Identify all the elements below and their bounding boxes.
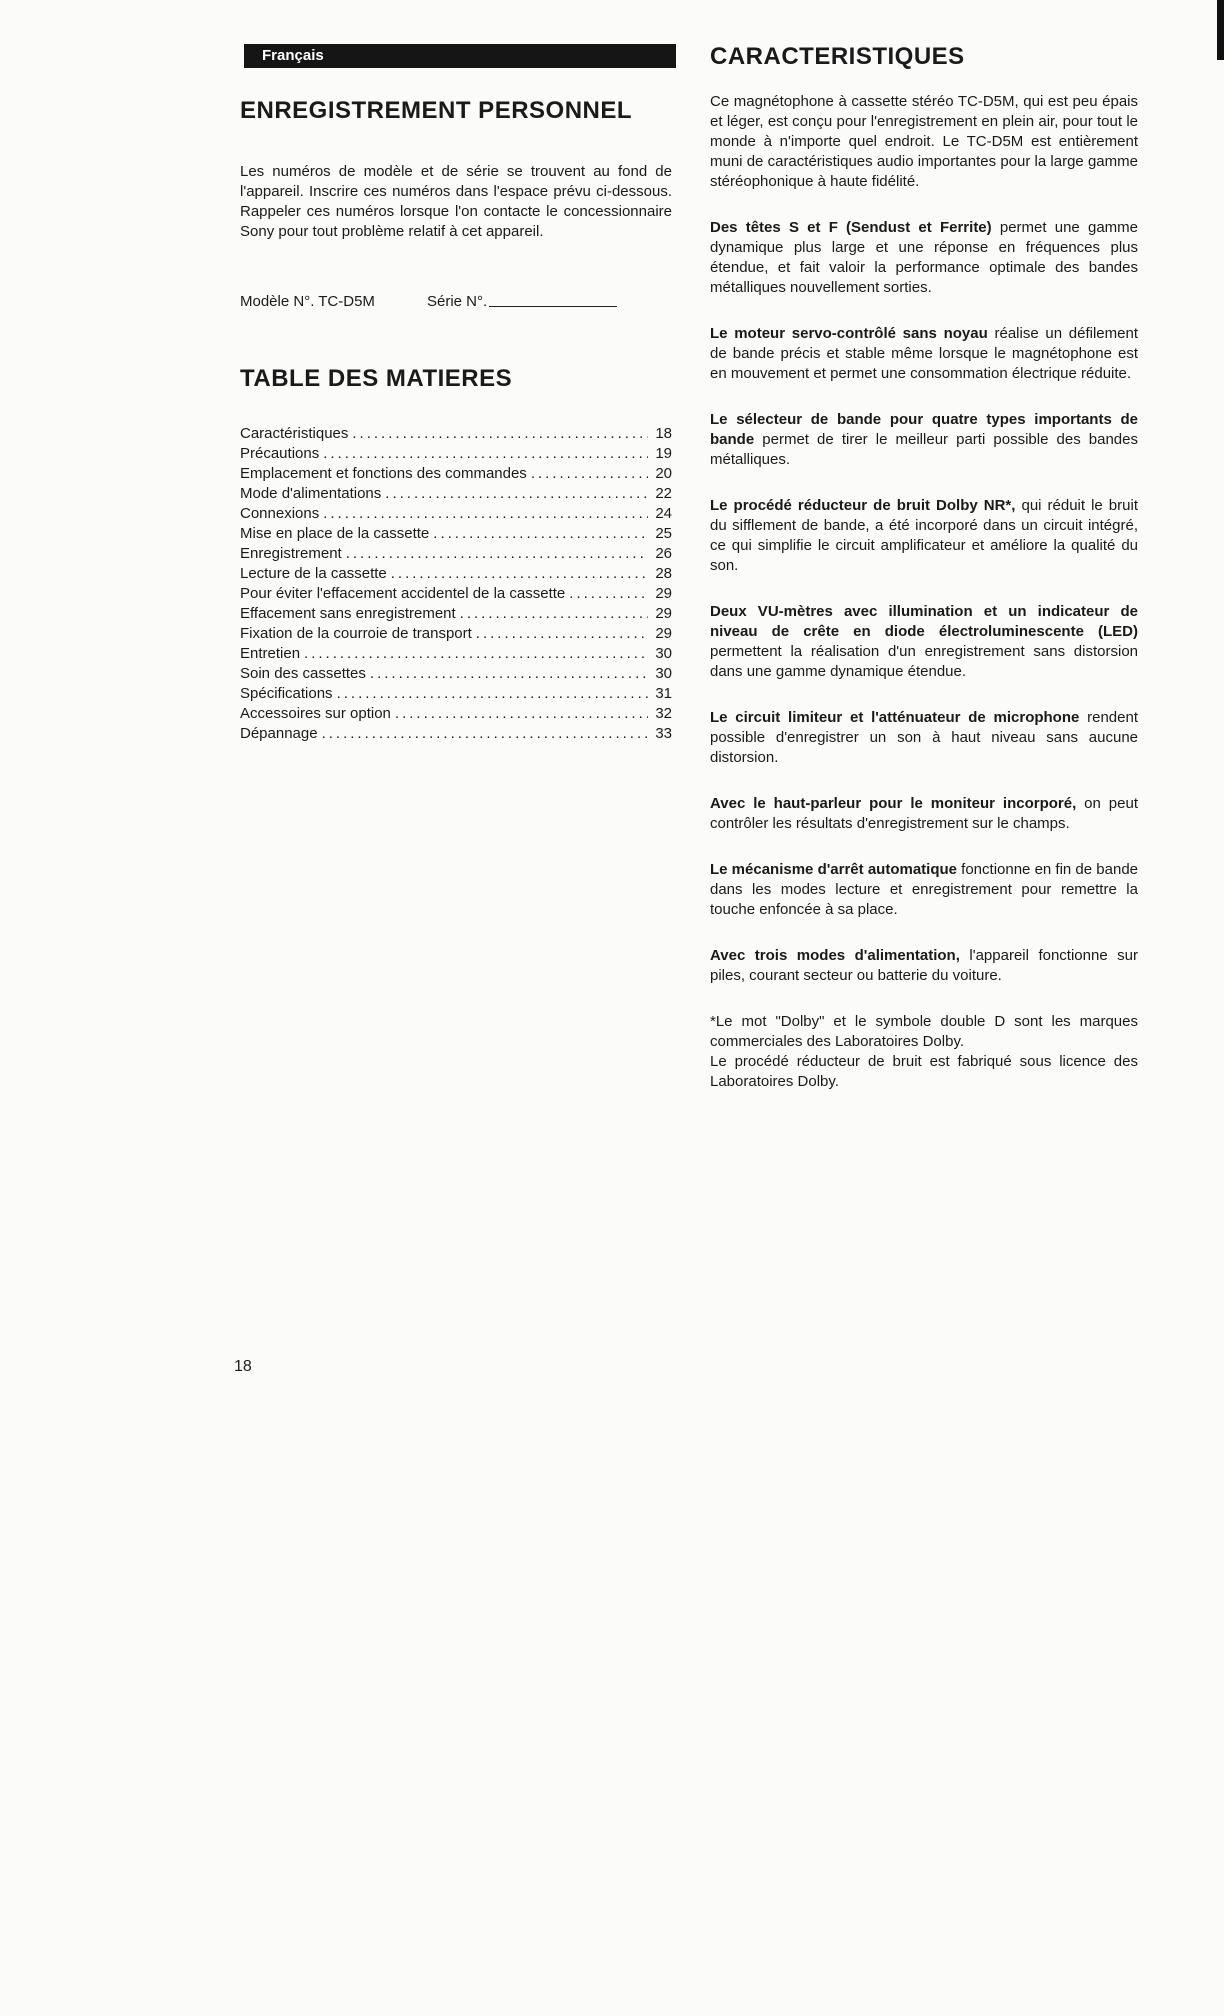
toc-leader-dots	[370, 664, 648, 684]
toc-leader-dots	[531, 464, 648, 484]
toc-item	[240, 484, 672, 504]
toc-leader-dots	[391, 564, 648, 584]
toc-leader-dots	[322, 724, 648, 744]
toc-item-page: 19	[655, 445, 672, 462]
toc-item-title: Mode d'alimentations	[240, 485, 382, 502]
features-title: CARACTERISTIQUES	[710, 43, 965, 70]
toc-leader-dots	[395, 704, 648, 724]
personal-record-text: Les numéros de modèle et de série se trouvent au fond de l'appareil. Inscrire ces numéros dans l'espace prévu ci-dessous. Rappeler ces numéros lorsque l'on contacte le concessionnaire Sony pour tout problème relatif à cet appareil.	[240, 163, 672, 240]
toc-item	[240, 524, 672, 544]
toc-item-title: Enregistrement	[240, 545, 342, 562]
toc-item-page: 31	[655, 685, 672, 702]
feature-paragraph	[710, 324, 1138, 384]
toc-leader-dots	[352, 424, 648, 444]
toc-item-title: Emplacement et fonctions des commandes	[240, 465, 527, 482]
toc-item	[240, 564, 672, 584]
toc-item-page: 25	[655, 525, 672, 542]
toc-item-title: Fixation de la courroie de transport	[240, 625, 472, 642]
feature-name: Le mécanisme d'arrêt automatique	[710, 861, 957, 878]
toc-item	[240, 664, 672, 684]
feature-description: permettent la réalisation d'un enregistrement sans distorsion dans une gamme dynamique étendue.	[710, 643, 1138, 680]
feature-paragraph	[710, 860, 1138, 920]
toc-leader-dots	[323, 444, 648, 464]
toc-item-title: Précautions	[240, 445, 320, 462]
language-tab: Français	[244, 44, 676, 68]
toc-item-page: 28	[655, 565, 672, 582]
feature-name: Le procédé réducteur de bruit Dolby NR*,	[710, 497, 1016, 514]
personal-record-title: ENREGISTREMENT PERSONNEL	[240, 97, 633, 124]
toc-item-page: 26	[655, 545, 672, 562]
toc-item-title: Effacement sans enregistrement	[240, 605, 456, 622]
toc-item	[240, 544, 672, 564]
toc-item	[240, 424, 672, 444]
page-number: 18	[234, 1358, 252, 1375]
feature-name: Le sélecteur de bande pour quatre types importants de bande	[710, 411, 1138, 448]
toc-item-page: 32	[655, 705, 672, 722]
feature-name: Avec le haut-parleur pour le moniteur incorporé,	[710, 795, 1077, 812]
feature-paragraph	[710, 218, 1138, 298]
toc-leader-dots	[476, 624, 648, 644]
toc-item	[240, 464, 672, 484]
toc-item-title: Spécifications	[240, 685, 333, 702]
toc-item-page: 18	[655, 425, 672, 442]
toc-item-page: 29	[655, 605, 672, 622]
toc-leader-dots	[337, 684, 648, 704]
footnote-dolby-license: Le procédé réducteur de bruit est fabriqué sous licence des Laboratoires Dolby.	[710, 1053, 1138, 1090]
toc-item-title: Lecture de la cassette	[240, 565, 387, 582]
scan-edge-mark	[1217, 0, 1224, 60]
feature-paragraph	[710, 708, 1138, 768]
toc-item-page: 22	[655, 485, 672, 502]
feature-name: Des têtes S et F (Sendust et Ferrite)	[710, 219, 992, 236]
feature-description: fonctionne en fin de bande dans les modes lecture et enregistrement pour remettre la touche enfoncée à sa place.	[710, 861, 1139, 918]
toc-item-title: Connexions	[240, 505, 320, 522]
features-intro: Ce magnétophone à cassette stéréo TC-D5M, qui est peu épais et léger, est conçu pour l'enregistrement en plein air, pour tout le monde à n'importe quel endroit. Le TC-D5M est entièrement muni de caractéristiques audio importantes pour la large gamme stéréophonique à haute fidélité.	[710, 93, 1138, 190]
feature-description: qui réduit le bruit du sifflement de bande, a été incorporé dans un circuit intégré, ce qui simplifie le circuit amplificateur et améliore la qualité du son.	[710, 497, 1138, 574]
feature-description: réalise un défilement de bande précis et stable même lorsque le magnétophone est en mouvement et permet une consommation électrique réduite.	[710, 325, 1138, 382]
feature-paragraph	[710, 602, 1138, 682]
toc-item-title: Soin des cassettes	[240, 665, 366, 682]
feature-description: permet de tirer le meilleur parti possible des bandes métalliques.	[710, 431, 1138, 468]
toc-item	[240, 684, 672, 704]
feature-description: rendent possible d'enregistrer un son à haut niveau sans aucune distorsion.	[710, 709, 1138, 766]
feature-name: Le moteur servo-contrôlé sans noyau	[710, 325, 988, 342]
toc-item-page: 24	[655, 505, 672, 522]
right-column	[710, 42, 1138, 1092]
left-column	[240, 96, 672, 760]
feature-description: on peut contrôler les résultats d'enregistrement sur le champs.	[710, 795, 1138, 832]
feature-description: permet une gamme dynamique plus large et une réponse en fréquences plus étendue, et fait valoir la performance optimale des bandes métalliques nouvellement sorties.	[710, 219, 1138, 296]
feature-name: Le circuit limiteur et l'atténuateur de microphone	[710, 709, 1080, 726]
features-list	[710, 218, 1138, 986]
toc-leader-dots	[346, 544, 648, 564]
toc-title: TABLE DES MATIERES	[240, 365, 513, 392]
serial-number-label: Série N°.	[427, 293, 488, 310]
toc-item-title: Mise en place de la cassette	[240, 525, 430, 542]
toc-leader-dots	[569, 584, 648, 604]
toc-leader-dots	[385, 484, 648, 504]
feature-description: l'appareil fonctionne sur piles, courant secteur ou batterie du voiture.	[710, 947, 1138, 984]
feature-name: Avec trois modes d'alimentation,	[710, 947, 960, 964]
toc-item	[240, 624, 672, 644]
model-serial-line	[240, 292, 672, 312]
feature-paragraph	[710, 794, 1138, 834]
model-number-label: Modèle N°. TC-D5M	[240, 293, 375, 310]
serial-number-blank	[489, 292, 617, 307]
toc-leader-dots	[304, 644, 648, 664]
toc-item	[240, 444, 672, 464]
feature-paragraph	[710, 946, 1138, 986]
toc-leader-dots	[460, 604, 648, 624]
toc-leader-dots	[323, 504, 648, 524]
toc-item-title: Accessoires sur option	[240, 705, 391, 722]
toc-item	[240, 724, 672, 744]
toc-item-title: Pour éviter l'effacement accidentel de la cassette	[240, 585, 566, 602]
footnote-dolby-trademark: *Le mot "Dolby" et le symbole double D sont les marques commerciales des Laboratoires Dolby.	[710, 1013, 1138, 1050]
toc-item-page: 33	[655, 725, 672, 742]
toc-item-page: 30	[655, 645, 672, 662]
toc-list	[240, 424, 672, 744]
toc-leader-dots	[433, 524, 648, 544]
toc-item-page: 20	[655, 465, 672, 482]
toc-item-page: 29	[655, 585, 672, 602]
toc-item-title: Entretien	[240, 645, 301, 662]
toc-item	[240, 584, 672, 604]
feature-paragraph	[710, 496, 1138, 576]
toc-item-page: 29	[655, 625, 672, 642]
toc-item	[240, 604, 672, 624]
toc-item	[240, 504, 672, 524]
toc-item	[240, 644, 672, 664]
toc-item-title: Caractéristiques	[240, 425, 349, 442]
toc-item-page: 30	[655, 665, 672, 682]
toc-item-title: Dépannage	[240, 725, 318, 742]
feature-name: Deux VU-mètres avec illumination et un indicateur de niveau de crête en diode électroluminescente (LED)	[710, 603, 1138, 640]
feature-paragraph	[710, 410, 1138, 470]
toc-item	[240, 704, 672, 724]
